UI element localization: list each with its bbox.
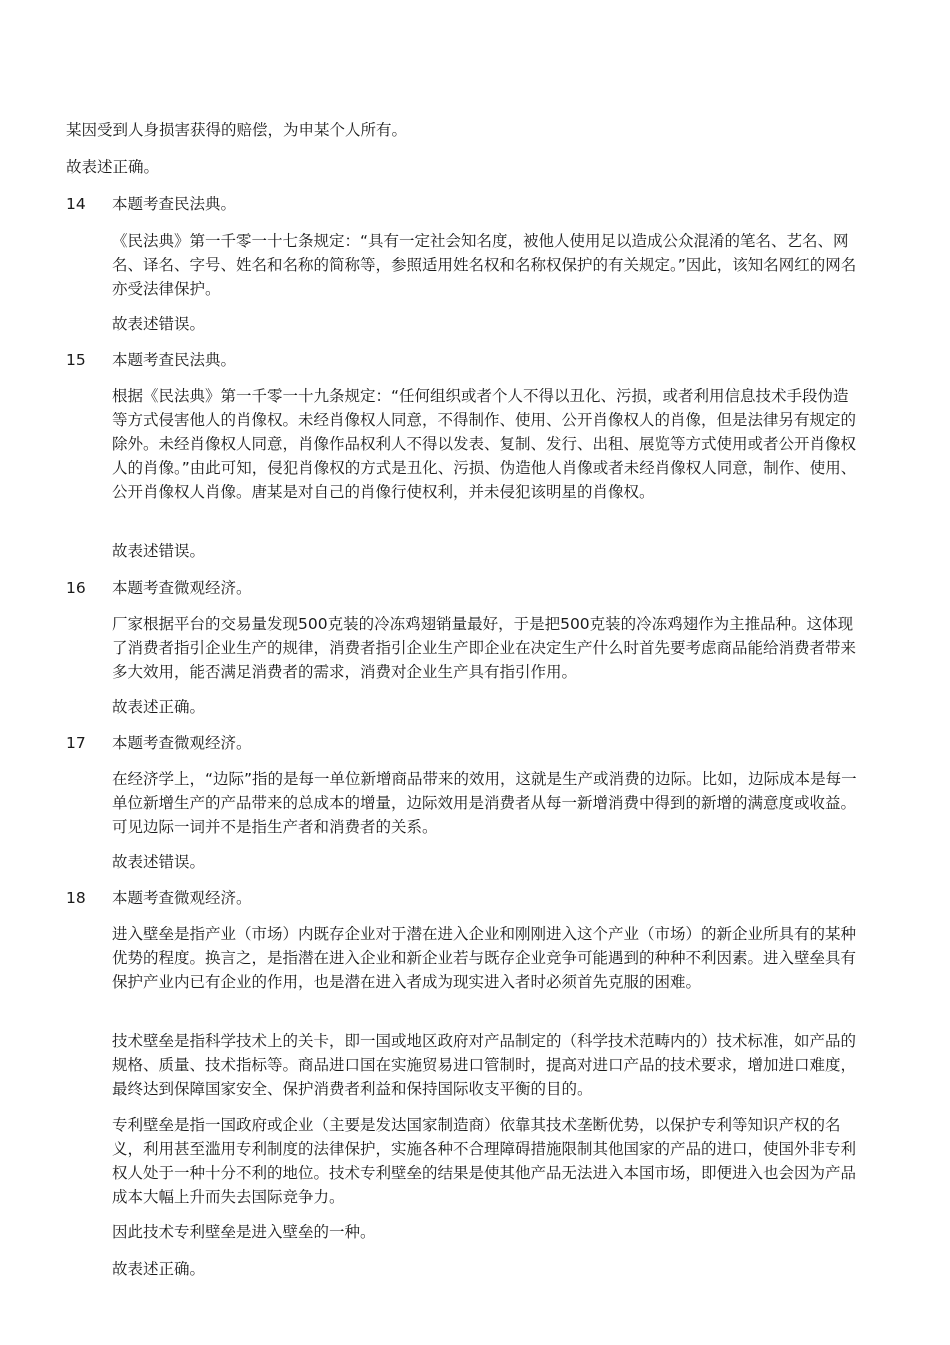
question-conclusion-18: 故表述正确。 [112,1260,206,1278]
question-conclusion-16: 故表述正确。 [112,698,206,716]
question-number-15: 15 [66,351,86,369]
question-topic-15: 本题考查民法典。 [112,351,237,369]
question-number-17: 17 [66,734,86,752]
question-number-18: 18 [66,889,86,907]
question-explanation-15: 根据《民法典》第一千零一十九条规定：“任何组织或者个人不得以丑化、污损，或者利用信息技术手段伪造等方式侵害他人的肖像权。未经肖像权人同意，不得制作、使用、公开肖像权人的肖像，但是法律另有规定的除外。未经肖像权人同意，肖像作品权利人不得以发表、复制、发行、出租、展览等方式使用或者公开肖像权人的肖像。”由此可知，侵犯肖像权的方式是丑化、污损、伪造他人肖像或者未经肖像权人同意，制作、使用、公开肖像权人肖像。唐某是对自己的肖像行使权利，并未侵犯该明星的肖像权。 [112,387,857,501]
intro-conclusion: 故表述正确。 [66,158,160,176]
question-conclusion-17: 故表述错误。 [112,853,206,871]
question-explanation-18-entry-barrier: 进入壁垒是指产业（市场）内既存企业对于潜在进入企业和刚刚进入这个产业（市场）的新企业所具有的某种优势的程度。换言之，是指潜在进入企业和新企业若与既存企业竞争可能遇到的种种不利因素。进入壁垒具有保护产业内已有企业的作用，也是潜在进入者成为现实进入者时必须首先克服的困难。 [112,925,857,991]
question-explanation-18-patent-barrier: 专利壁垒是指一国政府或企业（主要是发达国家制造商）依靠其技术垄断优势，以保护专利等知识产权的名义，利用甚至滥用专利制度的法律保护，实施各种不合理障碍措施限制其他国家的产品的进口，使国外非专利权人处于一种十分不利的地位。技术专利壁垒的结果是使其他产品无法进入本国市场，即便进入也会因为产品成本大幅上升而失去国际竞争力。 [112,1116,857,1206]
question-explanation-14: 《民法典》第一千零一十七条规定：“具有一定社会知名度，被他人使用足以造成公众混淆的笔名、艺名、网名、译名、字号、姓名和名称的简称等，参照适用姓名权和名称权保护的有关规定。”因此，该知名网红的网名亦受法律保护。 [112,232,857,298]
question-conclusion-14: 故表述错误。 [112,315,206,333]
question-number-14: 14 [66,195,86,213]
question-number-16: 16 [66,579,86,597]
question-topic-17: 本题考查微观经济。 [112,734,252,752]
question-explanation-16: 厂家根据平台的交易量发现500克装的冷冻鸡翅销量最好，于是把500克装的冷冻鸡翅作为主推品种。这体现了消费者指引企业生产的规律，消费者指引企业生产即企业在决定生产什么时首先要考虑商品能给消费者带来多大效用，能否满足消费者的需求，消费对企业生产具有指引作用。 [112,615,857,681]
question-conclusion-15: 故表述错误。 [112,542,206,560]
question-explanation-17: 在经济学上，“边际”指的是每一单位新增商品带来的效用，这就是生产或消费的边际。比如，边际成本是每一单位新增生产的产品带来的总成本的增量，边际效用是消费者从每一新增消费中得到的新增的满意度或收益。可见边际一词并不是指生产者和消费者的关系。 [112,770,857,836]
question-topic-16: 本题考查微观经济。 [112,579,252,597]
question-summary-18: 因此技术专利壁垒是进入壁垒的一种。 [112,1223,376,1241]
intro-text: 某因受到人身损害获得的赔偿，为申某个人所有。 [66,121,408,139]
question-topic-14: 本题考查民法典。 [112,195,237,213]
question-explanation-18-technical-barrier: 技术壁垒是指科学技术上的关卡，即一国或地区政府对产品制定的（科学技术范畴内的）技术标准，如产品的规格、质量、技术指标等。商品进口国在实施贸易进口管制时，提高对进口产品的技术要求，增加进口难度，最终达到保障国家安全、保护消费者利益和保持国际收支平衡的目的。 [112,1032,857,1098]
question-topic-18: 本题考查微观经济。 [112,889,252,907]
